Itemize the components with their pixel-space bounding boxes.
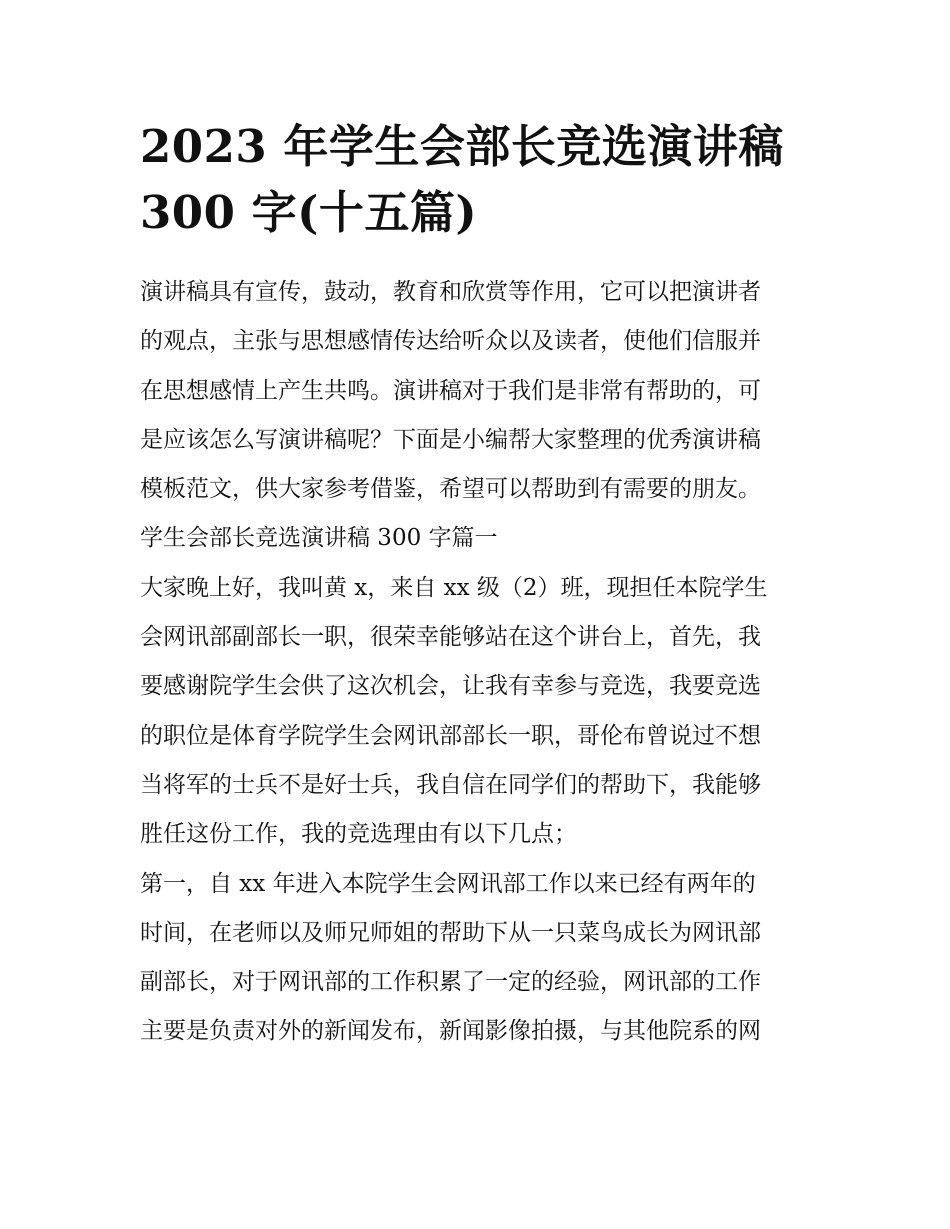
document-body [140, 268, 812, 1057]
document-content [140, 114, 812, 1057]
title-line: 300 字(十五篇) [140, 186, 478, 239]
body-line: 当将军的士兵不是好士兵，我自信在同学们的帮助下，我能够 [140, 771, 761, 798]
title-line: 2023 年学生会部长竞选演讲稿 [140, 120, 784, 173]
body-line: 副部长，对于网讯部的工作积累了一定的经验，网讯部的工作 [140, 969, 761, 996]
body-line: 的观点，主张与思想感情传达给听众以及读者，使他们信服并 [140, 328, 761, 355]
body-line: 要感谢院学生会供了这次机会，让我有幸参与竞选，我要竞选 [140, 673, 761, 700]
section-heading: 学生会部长竞选演讲稿 300 字篇一 [140, 525, 498, 552]
body-line: 演讲稿具有宣传，鼓动，教育和欣赏等作用，它可以把演讲者 [140, 279, 761, 305]
body-line: 是应该怎么写演讲稿呢？下面是小编帮大家整理的优秀演讲稿 [140, 426, 761, 453]
body-line: 胜任这份工作，我的竞选理由有以下几点； [140, 821, 577, 848]
body-line: 主要是负责对外的新闻发布，新闻影像拍摄，与其他院系的网 [140, 1018, 761, 1045]
body-line: 第一，自 xx 年进入本院学生会网讯部工作以来已经有两年的 [140, 870, 756, 897]
body-line: 的职位是体育学院学生会网讯部部长一职，哥伦布曾说过不想 [140, 722, 761, 749]
body-line: 会网讯部副部长一职，很荣幸能够站在这个讲台上，首先，我 [140, 624, 761, 651]
body-line: 模板范文，供大家参考借鉴，希望可以帮助到有需要的朋友。 [140, 476, 761, 503]
body-line: 时间，在老师以及师兄师姐的帮助下从一只菜鸟成长为网讯部 [140, 919, 761, 946]
document-title [140, 114, 812, 246]
body-line: 大家晚上好，我叫黄 x，来自 xx 级（2）班，现担任本院学生 [140, 574, 768, 601]
body-line: 在思想感情上产生共鸣。演讲稿对于我们是非常有帮助的，可 [140, 377, 761, 404]
